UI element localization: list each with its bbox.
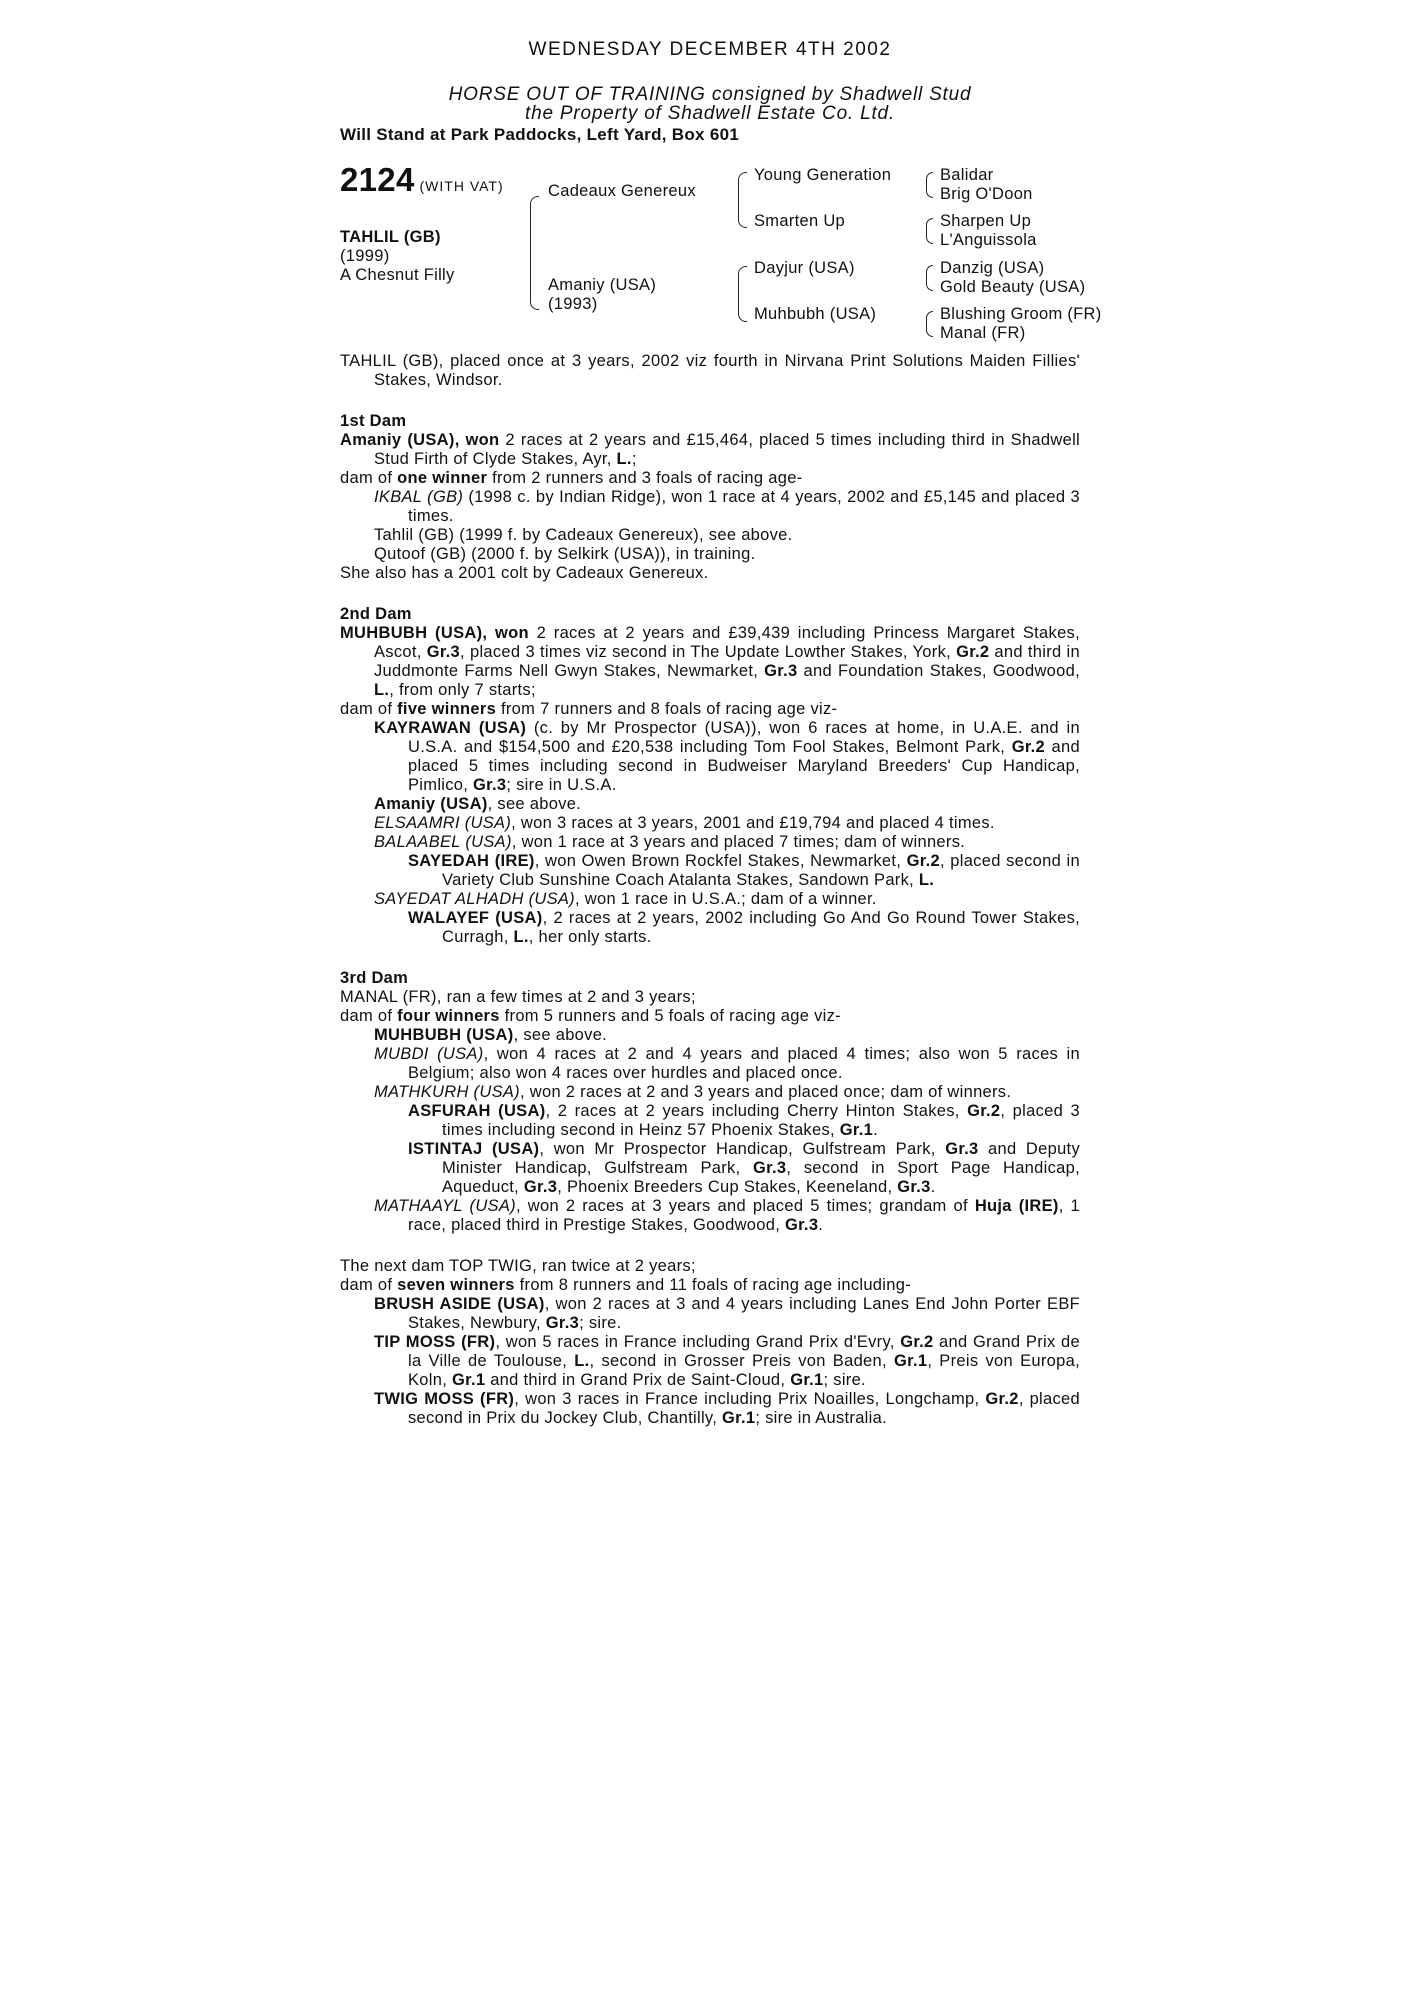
next-dam-record: The next dam TOP TWIG, ran twice at 2 years; xyxy=(340,1257,696,1275)
dam-dam: Muhbubh (USA) xyxy=(754,305,877,323)
consignment-line-1: HORSE OUT OF TRAINING consigned by Shadwell Stud xyxy=(448,84,972,105)
next-dam-produce: dam of seven winners from 8 runners and 11 foals of racing age including- xyxy=(340,1276,911,1294)
brace-3d xyxy=(926,311,933,337)
gen3-6: Gold Beauty (USA) xyxy=(940,278,1086,296)
offspring-mathaayl: MATHAAYL (USA), won 2 races at 3 years and placed 5 times; grandam of Huja (IRE), 1 race, placed third in Prestige Stakes, Goodwood, Gr.3. xyxy=(374,1197,1080,1234)
gen3-3: Sharpen Up xyxy=(940,212,1032,230)
dam-year: (1993) xyxy=(548,295,598,313)
offspring-sayedat-alhadh: SAYEDAT ALHADH (USA), won 1 race in U.S.A.; dam of a winner. xyxy=(374,890,877,908)
horse-name: TAHLIL (GB) xyxy=(340,228,441,246)
second-dam-produce: dam of five winners from 7 runners and 8 foals of racing age viz- xyxy=(340,700,838,718)
second-dam-heading: 2nd Dam xyxy=(340,605,412,623)
offspring-elsaamri: ELSAAMRI (USA), won 3 races at 3 years, 2001 and £19,794 and placed 4 times. xyxy=(374,814,995,832)
gen3-1: Balidar xyxy=(940,166,994,184)
sire-sire: Young Generation xyxy=(754,166,892,184)
gen3-7: Blushing Groom (FR) xyxy=(940,305,1102,323)
gen3-5: Danzig (USA) xyxy=(940,259,1045,277)
offspring-mubdi: MUBDI (USA), won 4 races at 2 and 4 years and placed 4 times; also won 5 races in Belgium; also won 4 races over hurdles and placed once. xyxy=(374,1045,1081,1082)
offspring-mathkurh: MATHKURH (USA), won 2 races at 2 and 3 years and placed once; dam of winners. xyxy=(374,1083,1012,1101)
offspring-twig-moss: TWIG MOSS (FR), won 3 races in France including Prix Noailles, Longchamp, Gr.2, placed second in Prix du Jockey Club, Chantilly, Gr.1; sire in Australia. xyxy=(374,1390,1080,1427)
offspring-brush-aside: BRUSH ASIDE (USA), won 2 races at 3 and 4 years including Lanes End John Porter EBF Stakes, Newbury, Gr.3; sire. xyxy=(374,1295,1081,1332)
stand-location: Will Stand at Park Paddocks, Left Yard, Box 601 xyxy=(340,125,740,144)
brace-3a xyxy=(926,172,933,198)
offspring-balaabel: BALAABEL (USA), won 1 race at 3 years and placed 7 times; dam of winners. xyxy=(374,833,966,851)
first-dam-record: Amaniy (USA), won 2 races at 2 years and £15,464, placed 5 times including third in Shadwell Stud Firth of Clyde Stakes, Ayr, L.; xyxy=(340,431,1080,468)
offspring-muhbubh: MUHBUBH (USA), see above. xyxy=(374,1026,608,1044)
offspring-tip-moss: TIP MOSS (FR), won 5 races in France including Grand Prix d'Evry, Gr.2 and Grand Prix de la Ville de Toulouse, L., second in Grosser Preis von Baden, Gr.1, Preis von Europa, Koln, Gr.1 and third in Grand Prix de Saint-Cloud, Gr.1; sire. xyxy=(374,1333,1080,1389)
grandoffspring-sayedah: SAYEDAH (IRE), won Owen Brown Rockfel Stakes, Newmarket, Gr.2, placed second in Variety Club Sunshine Coach Atalanta Stakes, Sandown Park, L. xyxy=(408,852,1080,889)
brace-3b xyxy=(926,218,933,244)
horse-year: (1999) xyxy=(340,247,390,265)
dam-sire: Dayjur (USA) xyxy=(754,259,855,277)
offspring-ikbal: IKBAL (GB) (1998 c. by Indian Ridge), won 1 race at 4 years, 2002 and £5,145 and placed 3 times. xyxy=(374,488,1080,525)
gen3-8: Manal (FR) xyxy=(940,324,1026,342)
offspring-kayrawan: KAYRAWAN (USA) (c. by Mr Prospector (USA)), won 6 races at home, in U.A.E. and in U.S.A. and $154,500 and £20,538 including Tom Fool Stakes, Belmont Park, Gr.2 and placed 5 times including second in Budweiser Maryland Breeders' Cup Handicap, Pimlico, Gr.3; sire in U.S.A. xyxy=(374,719,1080,794)
grandoffspring-walayef: WALAYEF (USA), 2 races at 2 years, 2002 including Go And Go Round Tower Stakes, Curragh, L., her only starts. xyxy=(408,909,1080,946)
third-dam-heading: 3rd Dam xyxy=(340,969,409,987)
brace-3c xyxy=(926,265,933,291)
gen3-2: Brig O'Doon xyxy=(940,185,1033,203)
horse-description: A Chesnut Filly xyxy=(340,266,455,284)
consignment-line-2: the Property of Shadwell Estate Co. Ltd. xyxy=(525,103,895,124)
lot-number: 2124 xyxy=(340,161,415,198)
dam: Amaniy (USA) xyxy=(548,276,657,294)
offspring-qutoof: Qutoof (GB) (2000 f. by Selkirk (USA)), in training. xyxy=(374,545,756,563)
offspring-note: She also has a 2001 colt by Cadeaux Genereux. xyxy=(340,564,709,582)
brace-1 xyxy=(530,196,539,310)
intro-paragraph: TAHLIL (GB), placed once at 3 years, 2002 viz fourth in Nirvana Print Solutions Maiden Fillies' Stakes, Windsor. xyxy=(340,352,1080,389)
third-dam-produce: dam of four winners from 5 runners and 5 foals of racing age viz- xyxy=(340,1007,841,1025)
gen3-4: L'Anguissola xyxy=(940,231,1037,249)
pedigree-table xyxy=(340,161,1102,346)
sire: Cadeaux Genereux xyxy=(548,182,696,200)
brace-2a xyxy=(738,172,747,228)
grandoffspring-asfurah: ASFURAH (USA), 2 races at 2 years including Cherry Hinton Stakes, Gr.2, placed 3 times including second in Heinz 57 Phoenix Stakes, Gr.1. xyxy=(408,1102,1080,1139)
sale-date: WEDNESDAY DECEMBER 4TH 2002 xyxy=(528,39,892,60)
first-dam-produce: dam of one winner from 2 runners and 3 foals of racing age- xyxy=(340,469,803,487)
third-dam-record: MANAL (FR), ran a few times at 2 and 3 years; xyxy=(340,988,696,1006)
second-dam-record: MUHBUBH (USA), won 2 races at 2 years and £39,439 including Princess Margaret Stakes, Ascot, Gr.3, placed 3 times viz second in The Update Lowther Stakes, York, Gr.2 and third in Juddmonte Farms Nell Gwyn Stakes, Newmarket, Gr.3 and Foundation Stakes, Goodwood, L., from only 7 starts; xyxy=(340,624,1081,699)
sire-dam: Smarten Up xyxy=(754,212,846,230)
lot-heading xyxy=(340,161,504,198)
offspring-tahlil: Tahlil (GB) (1999 f. by Cadeaux Genereux), see above. xyxy=(374,526,793,544)
vat-note: (WITH VAT) xyxy=(419,178,504,194)
brace-2b xyxy=(738,266,747,322)
offspring-amaniy: Amaniy (USA), see above. xyxy=(374,795,582,813)
first-dam-heading: 1st Dam xyxy=(340,412,407,430)
catalogue-page xyxy=(340,39,1102,1428)
grandoffspring-istintaj: ISTINTAJ (USA), won Mr Prospector Handicap, Gulfstream Park, Gr.3 and Deputy Minister Handicap, Gulfstream Park, Gr.3, second in Sport Page Handicap, Aqueduct, Gr.3, Phoenix Breeders Cup Stakes, Keeneland, Gr.3. xyxy=(408,1140,1080,1196)
